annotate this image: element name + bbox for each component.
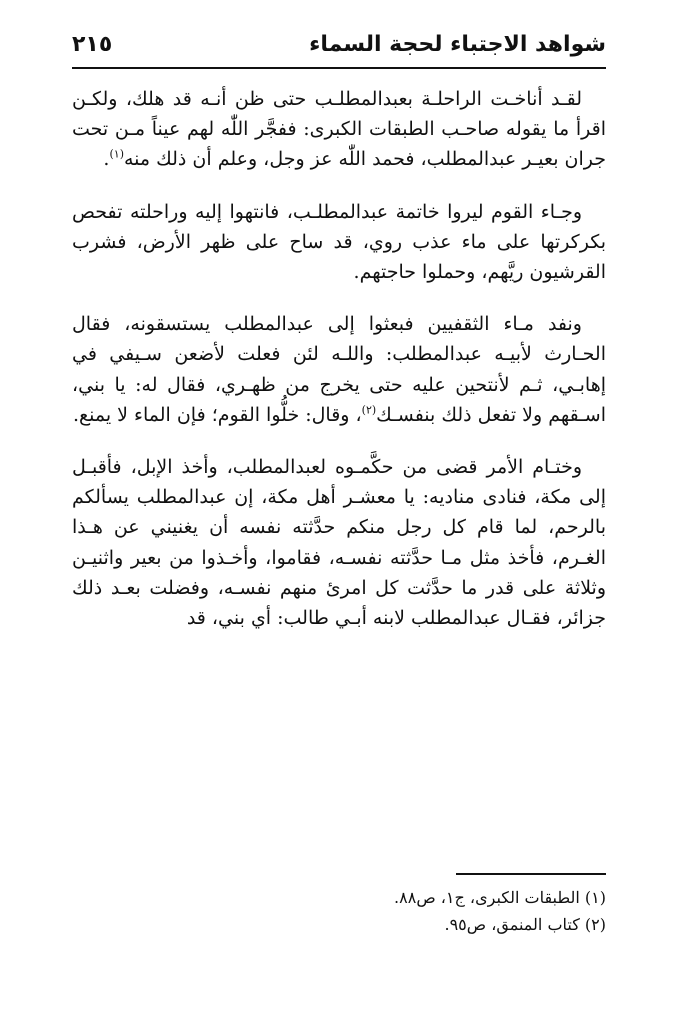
paragraph-1 [72,84,606,175]
footnotes [72,884,606,938]
paragraph-3-tail: ، وقال: خلُّوا القوم؛ فإن الماء لا يمنع. [72,403,362,426]
footnote-ref-2: (٢) [361,403,377,417]
paragraph-3-text: ونفد مـاء الثقفيين فبعثوا إلى عبدالمطلب يستسقونه، فقال الحـارث لأبيـه عبدالمطلب: واللـه لئن فعلت لأضعن سـيفي في إهابـي، ثـم لأنتحين عليه حتى يخرج من ظهـري، فقال له: يا بني، اسـقهم ولا تفعل ذلك بنفسـك [72,313,606,426]
paragraph-4-text: وختـام الأمر قضى من حكَّمـوه لعبدالمطلب، وأخذ الإبل، فأقبـل إلى مكة، فنادى مناديه: يا معشـر أهل مكة، إن عبدالمطلب يسألكم بالرحم، لما قام كل رجل منكم حدَّثته نفسه أن يغنيني عن هـذا الغـرم، فأخذ مثل مـا حدَّثته نفسـه، فقاموا، وأخـذوا من بعير واثنيـن وثلاثة على قدر ما حدَّثت كل امرئ منهم نفسـه، وفضلت بعـد ذلك جزائر، فقـال عبدالمطلب لابنه أبـي طالب: أي بني، قد [72,456,606,630]
running-header [72,30,606,64]
footnote-rule [456,873,606,875]
paragraph-1-text: لقـد أناخـت الراحلـة بعبدالمطلـب حتى ظن أنـه قد هلك، ولكـن اقرأ ما يقوله صاحـب الطبقات الكبرى: ففجَّر اللّٰه لهم عيناً مـن تحت جران بعيـر عبدالمطلب، فحمد اللّٰه عز وجل، وعلم أن ذلك منه [72,88,606,171]
footnote-1: (١) الطبقات الكبرى، ج١، ص٨٨. [394,888,606,907]
paragraph-2-text: وجـاء القوم ليروا خاتمة عبدالمطلـب، فانتهوا إليه وراحلته تفحص بكركرتها على ماء عذب روي، قد ساح على ظهر الأرض، فشرب القرشيون ريَّهم، وحملوا حاجتهم. [72,200,606,284]
paragraph-4 [72,452,606,633]
page-number: ٢١٥ [72,32,113,57]
paragraph-2 [72,197,606,288]
footnote-ref-1: (١) [109,148,124,162]
header-rule [72,67,606,69]
header-title: شواهد الاجتباء لحجة السماء [309,32,606,57]
paragraph-3 [72,309,606,430]
paragraph-1-tail: . [103,148,110,171]
body-text [72,84,606,655]
footnote-2: (٢) كتاب المنمق، ص٩٥. [444,915,606,934]
